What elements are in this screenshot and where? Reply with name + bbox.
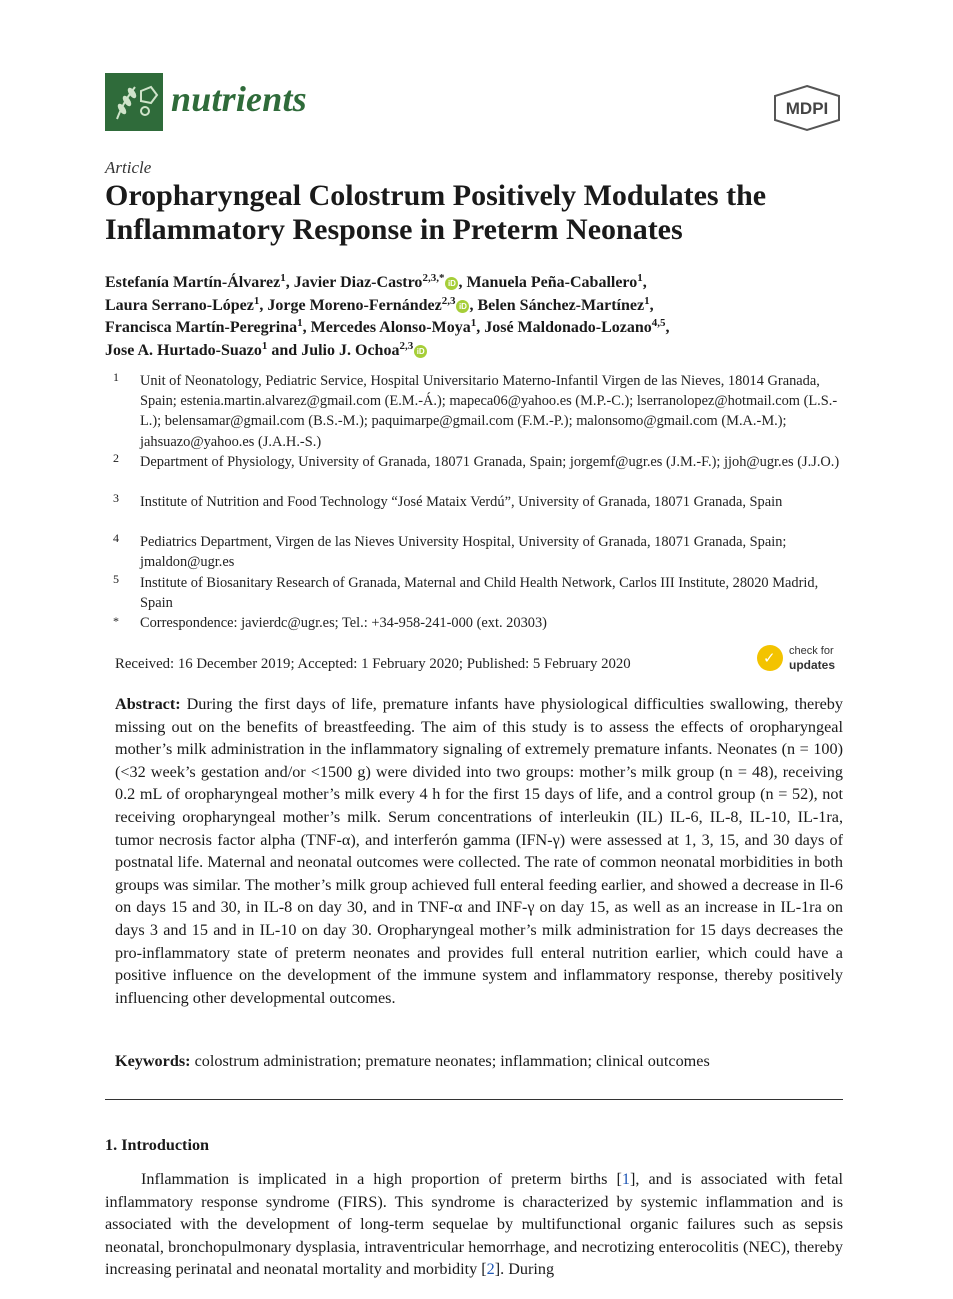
author-name: José Maldonado-Lozano [484,319,652,337]
author-name: Jorge Moreno-Fernández [267,296,442,314]
author-name: Jose A. Hurtado-Suazo [105,342,262,360]
author-affiliation: 1 [253,294,260,307]
orcid-icon[interactable]: iD [456,300,469,313]
orcid-icon[interactable]: iD [414,345,427,358]
affiliation-number: 1 [113,370,119,384]
article-type: Article [105,158,152,177]
mdpi-logo-icon [771,84,843,132]
journal-logo-icon [105,73,163,131]
svg-text:MDPI: MDPI [785,99,829,118]
author-affiliation: 1 [297,317,303,330]
affiliation-number: * [113,614,119,628]
divider [105,1099,843,1100]
affiliation-text: Institute of Biosanitary Research of Granada, Maternal and Child Health Network, Carlos III Institute, 28020 Madrid, Spain [140,575,819,612]
author-affiliation: 2,3 [441,294,456,307]
section-heading: 1. Introduction [105,1136,210,1154]
citation-link[interactable]: 2 [486,1260,495,1279]
author-name: Manuela Peña-Caballero [466,274,638,291]
author-connector: and [271,342,298,360]
citation-link[interactable]: 1 [621,1170,630,1188]
intro-text: Inflammation is implicated in a high proportion of preterm births [ [141,1170,622,1188]
check-for-updates-button[interactable]: ✓ check for updates [757,645,847,675]
affiliation-text: Unit of Neonatology, Pediatric Service, Hospital Universitario Materno-Infantil Virgen de las Nieves, 18014 Granada, Spain; estenia.martin.alvarez@gmail.com (E.M.-Á.); mapeca06@yahoo.es (M.P.-C.); lserranolopez@hotmail.com (L.S.-L.); belensamar@gmail.com (B.S.-M.); paquimarpe@gmail.com (F.M.-P.); malonsomo@gmail.com (M.A.-M.); jahsuazo@yahoo.es (J.A.H.-S.) [140,373,838,450]
keywords-text: colostrum administration; premature neonates; inflammation; clinical outcomes [194,1052,710,1070]
affiliation-text: Institute of Nutrition and Food Technology “José Mataix Verdú”, University of Granada, 18071 Granada, Spain [140,494,783,510]
author-list: Estefanía Martín-Álvarez$^1$, Javier Diaz-Castro$^{2,3,*}$ iD , Manuela Peña-Caballero$^1$, Laura Serrano-López$^1$, Jorge Moreno-Fernández$^{2,3}$ iD , Belen Sánchez-Martínez$^1$, Francisca Martín-Peregrina$^1$, Mercedes Alonso-Moya$^1$, José Maldonado-Lozano$^{4,5}$, Jose A. Hurtado-Suazo$^1$ and Julio J. Ochoa$^{2,3}$ iD [105,272,670,360]
affiliation-number: 5 [113,572,119,586]
affiliation-text: Department of Physiology, University of Granada, 18071 Granada, Spain; jorgemf@ugr.es (J.M.-F.); jjoh@ugr.es (J.J.O.) [140,454,840,470]
author-name: Javier Diaz-Castro [293,274,423,291]
author-affiliation: 1 [637,272,643,284]
orcid-icon[interactable]: iD [445,277,458,290]
affiliation-number: 4 [113,531,119,545]
author-affiliation: 1 [644,294,650,307]
author-affiliation: 2,3,* [422,272,445,284]
author-name: Mercedes Alonso-Moya [310,319,471,337]
intro-text: ], and is associated with fetal inflammatory response syndrome (FIRS). This syndrome is characterized by systemic inflammation and is associated with the development of long-term sequelae by multifunctional organic failures such as sepsis neonatal, bronchopulmonary dysplasia, intraventricular hemorrhage, and necrotizing enterocolitis (NEC), thereby increasing perinatal and neonatal mortality and morbidity [ [105,1170,843,1279]
author-name: Laura Serrano-López [105,296,254,314]
intro-text: ]. During [494,1260,555,1279]
keywords-label: Keywords: [115,1052,191,1070]
check-updates-line1: check for [789,645,834,657]
publication-dates: Received: 16 December 2019; Accepted: 1 February 2020; Published: 5 February 2020 [115,656,631,672]
author-affiliation: 1 [261,340,268,353]
keywords [115,1052,843,1071]
affiliation-number: 3 [113,491,119,505]
author-name: Julio J. Ochoa [301,342,400,360]
affiliation-number: 2 [113,451,119,465]
abstract-label: Abstract: [115,695,181,713]
author-name: Belen Sánchez-Martínez [477,296,645,314]
article-title: Oropharyngeal Colostrum Positively Modulates the Inflammatory Response in Preterm Neonates [105,179,767,246]
author-affiliation: 1 [280,272,286,284]
affiliation-text: Correspondence: javierdc@ugr.es; Tel.: +34-958-241-000 (ext. 20303) [140,615,547,631]
intro-paragraph [105,1168,843,1281]
author-name: Estefanía Martín-Álvarez [105,274,281,291]
abstract [115,693,843,1009]
abstract-text: During the first days of life, premature infants have physiological difficulties swallowing, thereby missing out on the benefits of breastfeeding. The aim of this study is to assess the effects of oropharyngeal mother’s milk administration in the inflammatory signaling of extremely premature infants. Neonates (n = 100) (<32 week’s gestation and/or <1500 g) were divided into two groups: mother’s milk group (n = 48), receiving 0.2 mL of oropharyngeal mother’s milk every 4 h for the first 15 days of life, and a control group (n = 52), not receiving oropharyngeal mother’s milk. Serum concentrations of interleukin (IL) IL-6, IL-8, IL-10, IL-1ra, tumor necrosis factor alpha (TNF-α), and interferón gamma (IFN-γ) were assessed at 1, 3, 15, and 30 days of postnatal life. Maternal and neonatal outcomes were collected. The rate of common neonatal morbidities in both groups was similar. The mother’s milk group achieved full enteral feeding earlier, and showed a decrease in Il-6 on days 15 and 30, in IL-8 on day 30, and in TNF-α and INF-γ on day 15, as well as an increase in IL-1ra on days 3 and 15 and in IL-10 on day 30. Oropharyngeal mother’s milk administration for 15 days decreases the pro-inflammatory state of preterm neonates and provides full enteral nutrition earlier, which could have a positive influence on the development of the immune system and inflammatory response, thereby positively influencing other developmental outcomes. [115,695,843,1007]
author-name: Francisca Martín-Peregrina [105,319,298,337]
author-affiliation: 2,3 [399,340,414,353]
check-updates-line2: updates [789,658,836,672]
journal-name: nutrients [171,79,307,119]
author-affiliation: 4,5 [651,317,666,330]
author-affiliation: 1 [470,317,477,330]
affiliation-text: Pediatrics Department, Virgen de las Nieves University Hospital, University of Granada, 18071 Granada, Spain; jmaldon@ugr.es [140,534,787,571]
